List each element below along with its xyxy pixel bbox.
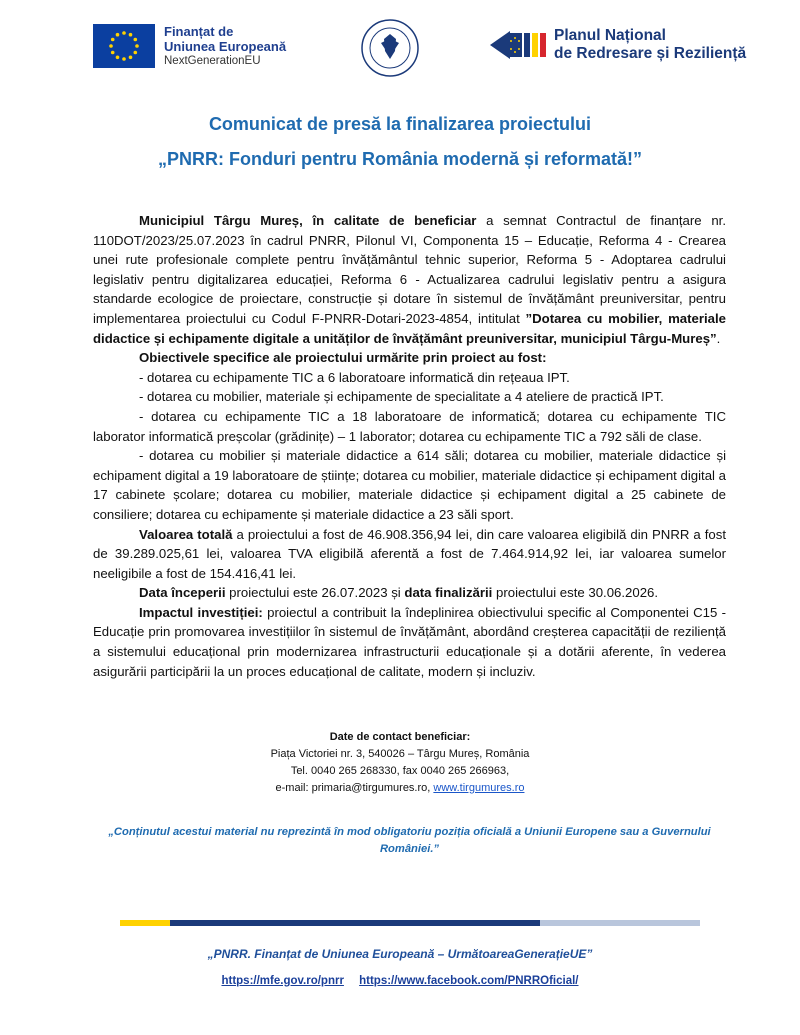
- objective-item: - dotarea cu echipamente TIC a 6 laboratoare informatică din rețeaua IPT.: [139, 369, 570, 385]
- footer-links: [0, 975, 800, 987]
- contact-email-line: [0, 780, 800, 797]
- objective-item: - dotarea cu mobilier, materiale și echipamente de specialitate a 4 ateliere de practică IPT.: [139, 389, 664, 405]
- contact-block: [0, 729, 800, 797]
- page-title: Comunicat de presă la finalizarea proiectului: [208, 114, 592, 134]
- end-date-label: data finalizării: [404, 585, 493, 601]
- eu-logo-line3: NextGenerationEU: [164, 55, 261, 67]
- contact-phone: Tel. 0040 265 268330, fax 0040 265 266963,: [290, 765, 510, 777]
- website-link[interactable]: www.tirgumures.ro: [433, 782, 525, 794]
- contact-address: Piața Victoriei nr. 3, 540026 – Târgu Mureș, România: [270, 748, 530, 760]
- objectives-heading-text: Obiectivele specifice ale proiectului urmărite prin proiect au fost:: [139, 350, 547, 366]
- pnrr-logo: [488, 27, 746, 63]
- contact-heading: Date de contact beneficiar:: [329, 731, 471, 743]
- objective-item: - dotarea cu echipamente TIC a 18 laboratoare de informatică; dotarea cu echipamente TIC laborator informatică preșcolar (grădinițe) – 1 laborator; dotarea cu echipamente TIC a 792 săli de clase.: [93, 408, 726, 444]
- mfe-pnrr-link[interactable]: https://mfe.gov.ro/pnrr: [221, 975, 344, 987]
- objectives-heading: [93, 348, 726, 368]
- facebook-pnrr-link[interactable]: https://www.facebook.com/PNRROficial/: [359, 975, 579, 987]
- impact-label: Impactul investiției:: [139, 604, 263, 620]
- intro-text: a semnat Contractul de finanțare nr. 110DOT/2023/25.07.2023 în cadrul PNRR, Pilonul VI, Componenta 15 – Educație, Reforma 4 - Crearea unei rute profesionale complete pentru învățământul tehnic superior, Reforma 5 - Adoptarea cadrului legislativ pentru digitalizarea educației, Reforma 6 - Actualizarea cadrului legislativ pentru a asigura standarde ecologice de proiectare, construcție și dotare în sistemul de învățământ preuniversitar, pentru implementarea proiectului cu Codul F-PNRR-Dotari-2023-4854, intitulat: [93, 213, 726, 326]
- beneficiary-label: Municipiul Târgu Mureș, în calitate de beneficiar: [139, 213, 477, 228]
- project-title: „PNRR: Fonduri pentru România modernă și reformată!”: [157, 149, 643, 169]
- footer-divider: [120, 920, 700, 926]
- eu-logo-line2: Uniunea Europeană: [164, 39, 287, 54]
- intro-end: .: [716, 330, 721, 346]
- pnrr-flag-icon: [488, 27, 548, 63]
- dates-paragraph: [93, 583, 726, 603]
- pnrr-logo-line2: de Redresare și Reziliență: [554, 45, 747, 62]
- value-paragraph: [93, 525, 726, 584]
- intro-paragraph: [93, 211, 726, 348]
- romanian-government-seal-icon: [361, 19, 419, 77]
- start-date-text: proiectului este 26.07.2023 și: [225, 585, 405, 601]
- eu-logo-line1: Finanțat de: [164, 24, 234, 39]
- contact-email: e-mail: primaria@tirgumures.ro,: [275, 782, 434, 794]
- press-release-body: [93, 211, 726, 681]
- eu-funding-logo: [93, 24, 286, 69]
- pnrr-logo-line1: Planul Național: [554, 27, 666, 44]
- objective-item: - dotarea cu mobilier și materiale didactice a 614 săli; dotarea cu mobilier, materiale didactice și echipament digital a 19 laboratoare de științe; dotarea cu mobilier, materiale didactice și echipament digital a 17 cabinete școlare; dotarea cu mobilier, materiale didactice și echipament digital a 25 cabinete de consiliere; dotarea cu echipamente și materiale didactice a 23 săli sport.: [93, 448, 726, 522]
- impact-text: proiectul a contribuit la îndeplinirea obiectivului specific al Componentei C15 - Educație prin promovarea investițiilor în sistemul de învățământ, abordând creșterea capacității de reziliență a sistemului educațional prin modernizarea infrastructurii educaționale și a dotării aferente, în vederea asigurării participării la un proces educațional de calitate, modern și incluziv.: [93, 604, 726, 679]
- value-text: a proiectului a fost de 46.908.356,94 lei, din care valoarea eligibilă din PNRR a fost de 39.289.025,61 lei, valoarea TVA eligibilă aferentă a fost de 7.464.914,92 lei, iar valoarea sumelor neeligibile a fost de 154.416,41 lei.: [93, 526, 727, 581]
- impact-paragraph: [93, 603, 726, 681]
- footer-tagline: „PNRR. Finanțat de Uniunea Europeană – UrmătoareaGenerațieUE”: [207, 947, 593, 961]
- disclaimer-text: „Conținutul acestui material nu reprezintă în mod obligatoriu poziția oficială a Uniunii Europene sau a Guvernului României.”: [108, 826, 711, 855]
- end-date-text: proiectului este 30.06.2026.: [492, 585, 659, 601]
- start-date-label: Data începerii: [139, 585, 226, 601]
- header-logos: [0, 0, 800, 95]
- eu-flag-icon: [93, 24, 155, 68]
- project-name: ”Dotarea cu mobilier, materiale didactice și echipamente digitale a unităților de învățământ preuniversitar, municipiul Târgu-Mureș”: [93, 310, 726, 346]
- value-label: Valoarea totală: [139, 526, 233, 542]
